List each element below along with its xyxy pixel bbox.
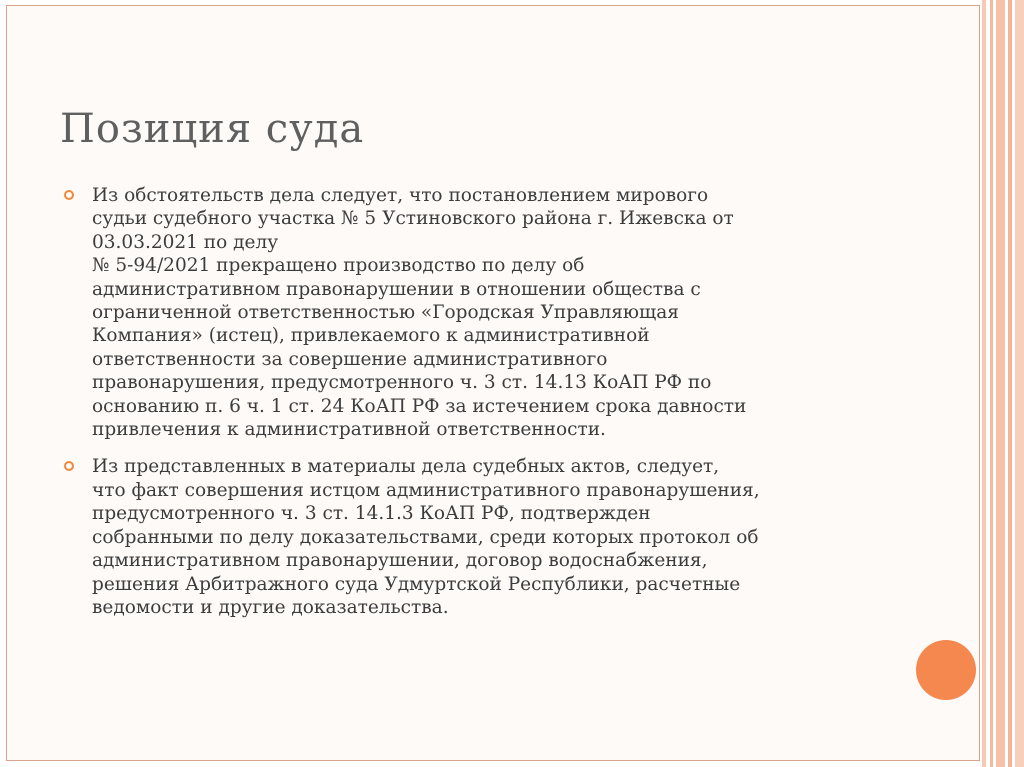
ring-bullet-icon: [64, 190, 74, 200]
bullet-text: Из представленных в материалы дела судебных актов, следует, что факт совершения истцом административного правонарушения, предусмотренного ч. 3 ст. 14.1.3 КоАП РФ, подтвержден собранными по делу доказательствами, среди которых протокол об административном правонарушении, договор водоснабжения, решения Арбитражного суда Удмуртской Республики, расчетные ведомости и другие доказательства.: [92, 456, 760, 618]
stripe: [1015, 0, 1024, 767]
slide-title: Позиция суда: [60, 106, 365, 152]
decorative-circle-icon: [916, 640, 976, 700]
bullet-text: Из обстоятельств дела следует, что постановлением мирового судьи судебного участка № 5 Устиновского района г. Ижевска от 03.03.2021 по делу № 5-94/2021 прекращено производство по делу об административном правонарушении в отношении общества с ограниченной ответственностью «Городская Управляющая Компания» (истец), привлекаемого к административной ответственности за совершение административного правонарушения, предусмотренного ч. 3 ст. 14.13 КоАП РФ по основанию п. 6 ч. 1 ст. 24 КоАП РФ за истечением срока давности привлечения к административной ответственности.: [92, 185, 747, 441]
stripe: [990, 0, 993, 767]
stripe: [1008, 0, 1012, 767]
stripe: [982, 0, 986, 767]
ring-bullet-icon: [64, 461, 74, 471]
bullet-list: [64, 184, 894, 633]
list-item: [64, 455, 894, 619]
list-item: [64, 184, 894, 441]
decorative-stripes: [982, 0, 1024, 767]
stripe: [996, 0, 1005, 767]
